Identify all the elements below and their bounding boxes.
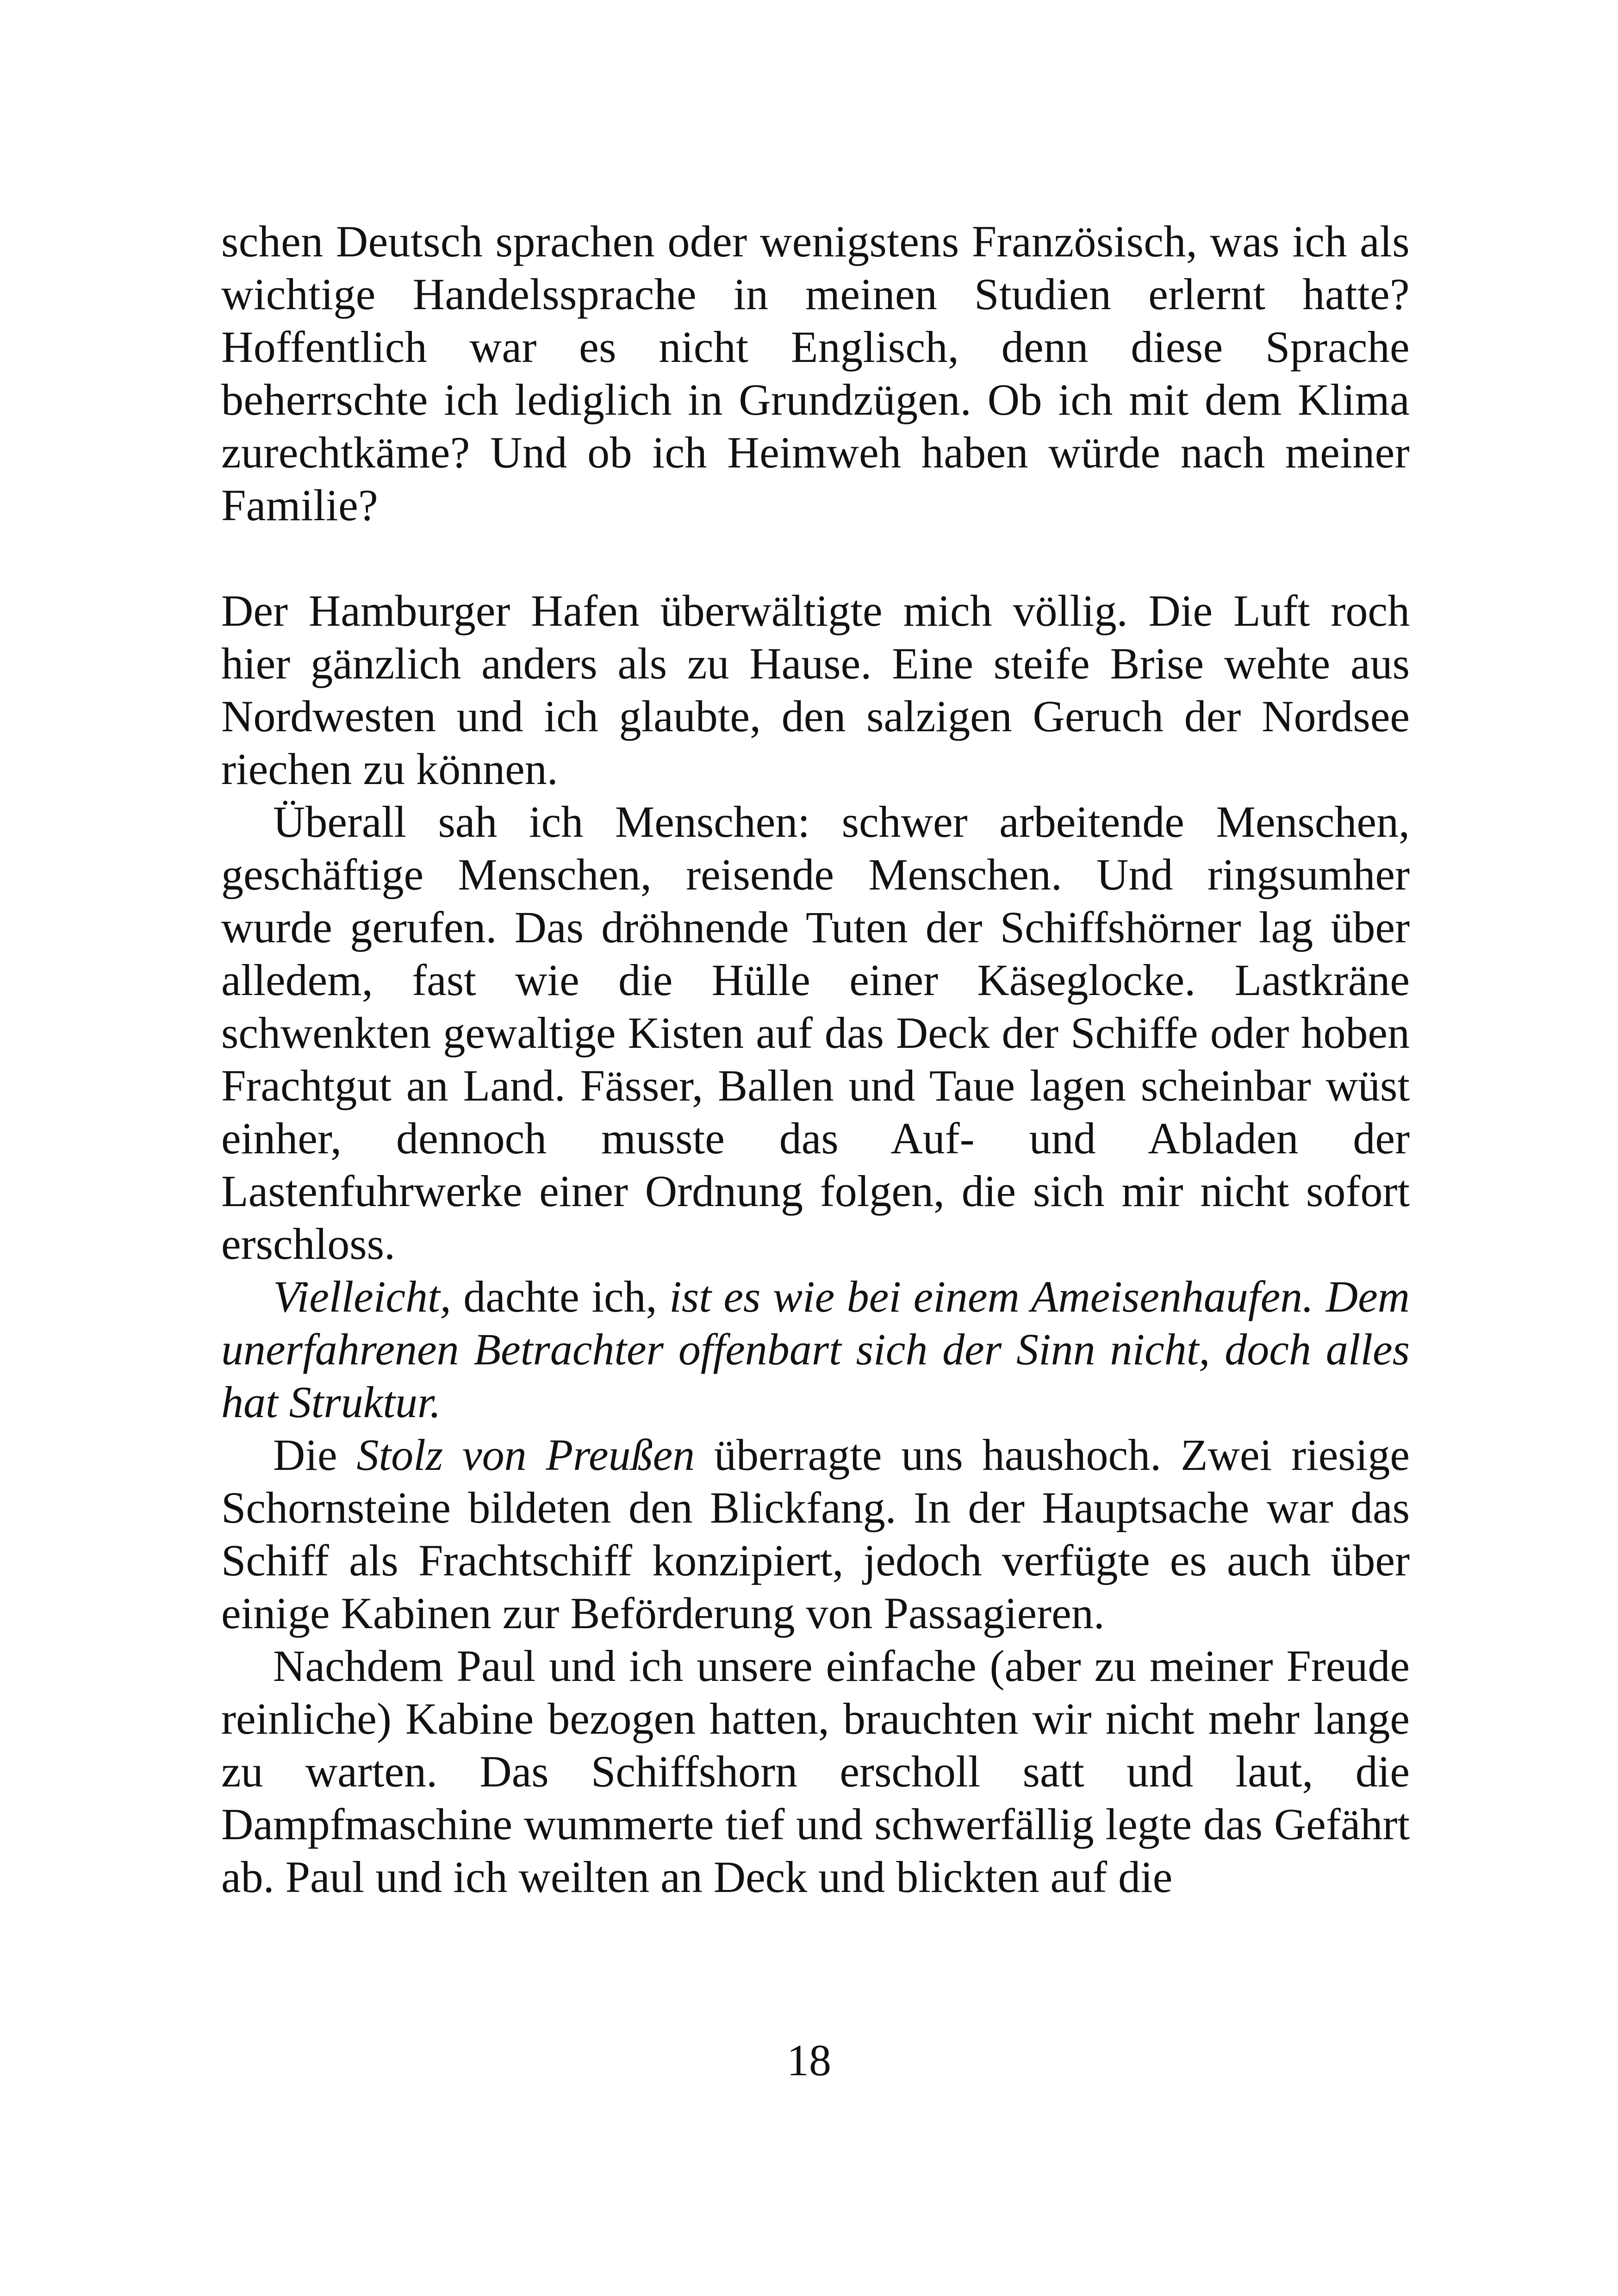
paragraph-stolz-von-preussen (221, 1429, 1410, 1640)
ship-name: Stolz von Preußen (356, 1430, 695, 1480)
page-number: 18 (787, 2035, 831, 2085)
regular-text: überragte uns haushoch. Zwei riesige Schornsteine bildeten den Blickfang. In der Hauptsache war das Schiff als Frachtschiff konzipiert, jedoch verfügte es auch über einige Kabinen zur Beförderung von Passagieren. (221, 1430, 1410, 1638)
paragraph-kabine: Nachdem Paul und ich unsere einfache (aber zu meiner Freude reinliche) Kabine bezogen hatten, brauchten wir nicht mehr lange zu warten. Das Schiffshorn erscholl satt und laut, die Dampfmaschine wummerte tief und schwerfällig legte das Gefährt ab. Paul und ich weilten an Deck und blickten auf die (221, 1641, 1410, 1902)
paragraph-ameisenhaufen (221, 1270, 1410, 1429)
italic-text: Vielleicht, (273, 1272, 451, 1321)
paragraph-hamburger-hafen: Der Hamburger Hafen überwältigte mich völlig. Die Luft roch hier gänzlich anders als zu Hause. Eine steife Brise wehte aus Nordwesten und ich glaubte, den salzigen Geruch der Nordsee riechen zu können. (221, 586, 1410, 794)
regular-text: Die (273, 1430, 357, 1480)
italic-text: ist es wie bei einem Ameisenhaufen. Dem unerfahrenen Betrachter offenbart sich der Sinn nicht, doch alles hat Struktur. (221, 1272, 1410, 1427)
paragraph-continued: schen Deutsch sprachen oder wenigstens Französisch, was ich als wichtige Handelssprache in meinen Studien erlernt hatte? Hoffentlich war es nicht Englisch, denn diese Sprache beherrschte ich lediglich in Grundzügen. Ob ich mit dem Klima zurechtkäme? Und ob ich Heimweh haben würde nach meiner Familie? (221, 217, 1410, 530)
body-text (221, 215, 1410, 1904)
regular-text: dachte ich, (451, 1272, 670, 1321)
paragraph-menschen: Überall sah ich Menschen: schwer arbeitende Menschen, geschäftige Menschen, reisende Menschen. Und ringsumher wurde gerufen. Das dröhnende Tuten der Schiffshörner lag über alledem, fast wie die Hülle einer Käseglocke. Lastkräne schwenkten gewaltige Kisten auf das Deck der Schiffe oder hoben Frachtgut an Land. Fässer, Ballen und Taue lagen scheinbar wüst einher, dennoch musste das Auf- und Abladen der Lastenfuhrwerke einer Ordnung folgen, die sich mir nicht sofort erschloss. (221, 797, 1410, 1269)
